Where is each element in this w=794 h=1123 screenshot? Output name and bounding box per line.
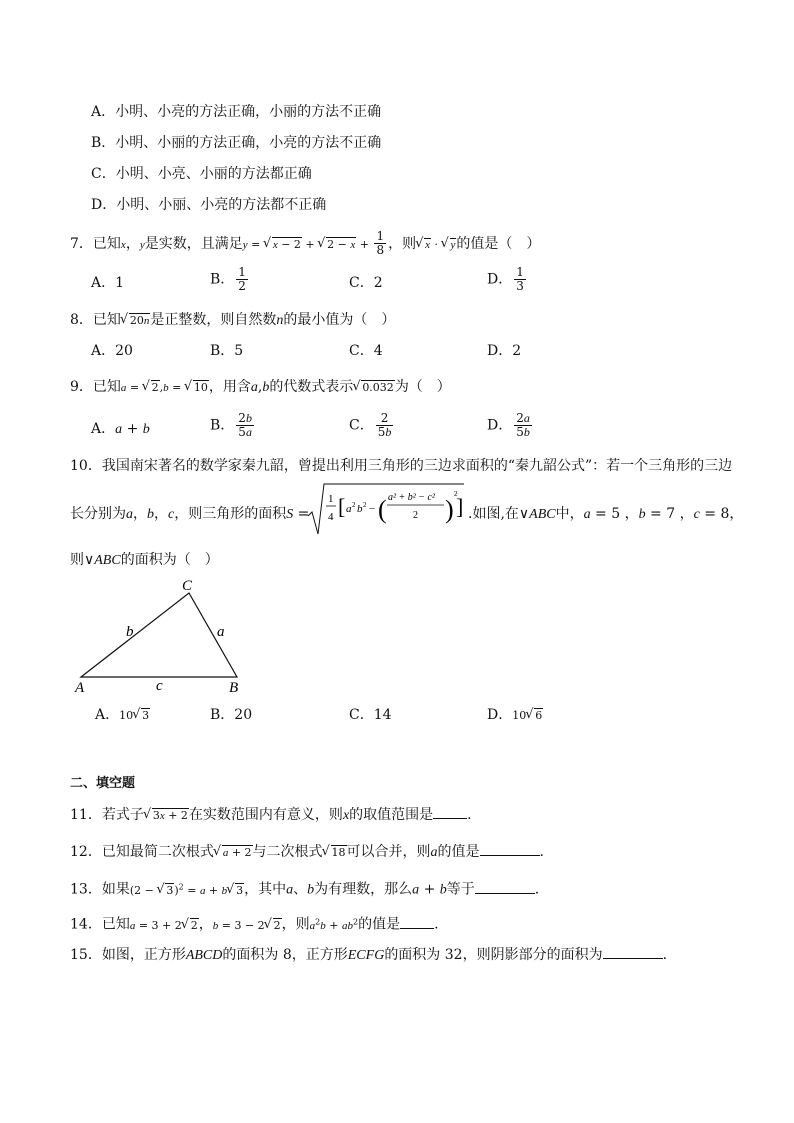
q12-answer-blank[interactable] [480, 843, 540, 856]
q7-text-2: 是实数，且满足 [144, 236, 243, 252]
svg-text:b: b [357, 503, 363, 515]
svg-text:): ) [445, 495, 454, 524]
q7-option-b: B． $\frac{1}{2}$ [210, 265, 246, 293]
q7-option-d: D． $\frac{1}{3}$ [487, 265, 524, 293]
svg-text:]: ] [456, 494, 464, 519]
svg-text:1: 1 [328, 493, 334, 505]
q8-option-a: A．20 [91, 343, 133, 359]
svg-text:2: 2 [413, 510, 418, 521]
q6-option-a: A．小明、小亮的方法正确，小丽的方法不正确 [91, 104, 382, 120]
q7-text-4: 的值是（ ） [456, 236, 541, 252]
q8-option-d: D．2 [487, 343, 522, 359]
question-11: 11．若式子√ 3x + 2在实数范围内有意义，则x的取值范围是 . [70, 806, 472, 825]
heron-formula [306, 482, 466, 538]
q6-option-d: D．小明、小丽、小亮的方法都不正确 [91, 197, 327, 213]
q10-line-2-end: .如图,在∨ABC中，a = 5 ，b = 7 ，c = 8， [468, 506, 744, 522]
q15-answer-blank[interactable] [603, 946, 663, 959]
q9-option-b: B． $\frac{2b}{5a}$ [210, 411, 252, 439]
vertex-b-label: B [229, 680, 239, 696]
q10-option-c: C．14 [349, 707, 392, 723]
triangle-abc [81, 593, 237, 677]
q10-line-3: 则∨ABC的面积为（ ） [70, 552, 219, 568]
q7-option-a: A．1 [91, 275, 125, 291]
question-9: 9．已知a = √ 2,b = √ 10，用含a,b的代数式表示√ 0.032为（ ） [70, 378, 451, 397]
question-15: 15．如图，正方形ABCD的面积为 8，正方形ECFG的面积为 32，则阴影部分的面积为 . [70, 947, 668, 963]
side-c-label: c [156, 678, 163, 694]
q9-option-c: C． $\frac{2}{5b}$ [349, 411, 392, 439]
question-8: 8．已知√ 20n是正整数，则自然数n的最小值为（ ） [70, 311, 395, 330]
q9-option-a: A．a + b [91, 421, 150, 437]
q8-option-c: C．4 [349, 343, 383, 359]
q14-answer-blank[interactable] [400, 916, 434, 929]
q10-option-d: D．10√ 6 [487, 706, 543, 725]
question-7: 7．已知x，y是实数，且满足y = √ x − 2 + √ 2 − x + $\frac{1}{8}$ ，则√ x · √ y的值是（ ） [70, 230, 540, 257]
q10-line-1: 10．我国南宋著名的数学家秦九韶，曾提出利用三角形的三边求面积的“秦九韶公式”：若一个三角形的三边 [70, 458, 733, 474]
q7-text-3: ，则 [388, 236, 417, 252]
svg-text:a² + b² − c²: a² + b² − c² [388, 492, 435, 503]
question-13: 13．如果(2 − √ 3)$^2$ = a + b√ 3，其中a、b为有理数，那么a + b等于 . [70, 878, 539, 900]
section-2-title: 二、填空题 [70, 776, 136, 791]
question-14: 14．已知a = 3 + 2√ 2，b = 3 − 2√ 2，则$a^2b + ab^2$的值是 . [70, 913, 439, 935]
vertex-a-label: A [75, 680, 85, 696]
question-12: 12．已知最简二次根式√ a + 2与二次根式√ 18可以合并，则a的值是 . [70, 843, 544, 862]
q7-option-c: C．2 [349, 275, 383, 291]
q6-option-b: B．小明、小丽的方法正确，小亮的方法不正确 [91, 135, 382, 151]
q7-text-1: 已知 [92, 236, 121, 252]
svg-text:−: − [369, 503, 376, 515]
q8-option-b: B．5 [210, 343, 244, 359]
q10-option-a: A．10√ 3 [95, 706, 150, 725]
triangle-figure [70, 574, 260, 699]
svg-text:2: 2 [352, 501, 356, 509]
svg-text:4: 4 [328, 511, 334, 523]
svg-text:2: 2 [454, 490, 458, 498]
q10-option-b: B．20 [210, 707, 253, 723]
q10-line-2: 长分别为a，b，c，则三角形的面积S = [70, 506, 310, 522]
q7-number: 7． [70, 236, 93, 252]
q6-option-c: C．小明、小亮、小丽的方法都正确 [91, 166, 312, 182]
svg-text:(: ( [378, 495, 387, 524]
svg-text:a: a [346, 503, 352, 515]
side-a-label: a [217, 624, 225, 640]
q11-answer-blank[interactable] [433, 806, 467, 819]
q9-option-d: D． $\frac{2a}{5b}$ [487, 411, 530, 439]
side-b-label: b [126, 624, 134, 640]
svg-text:2: 2 [363, 501, 367, 509]
vertex-c-label: C [182, 578, 193, 594]
svg-text:[: [ [338, 494, 346, 519]
q13-answer-blank[interactable] [475, 881, 535, 894]
